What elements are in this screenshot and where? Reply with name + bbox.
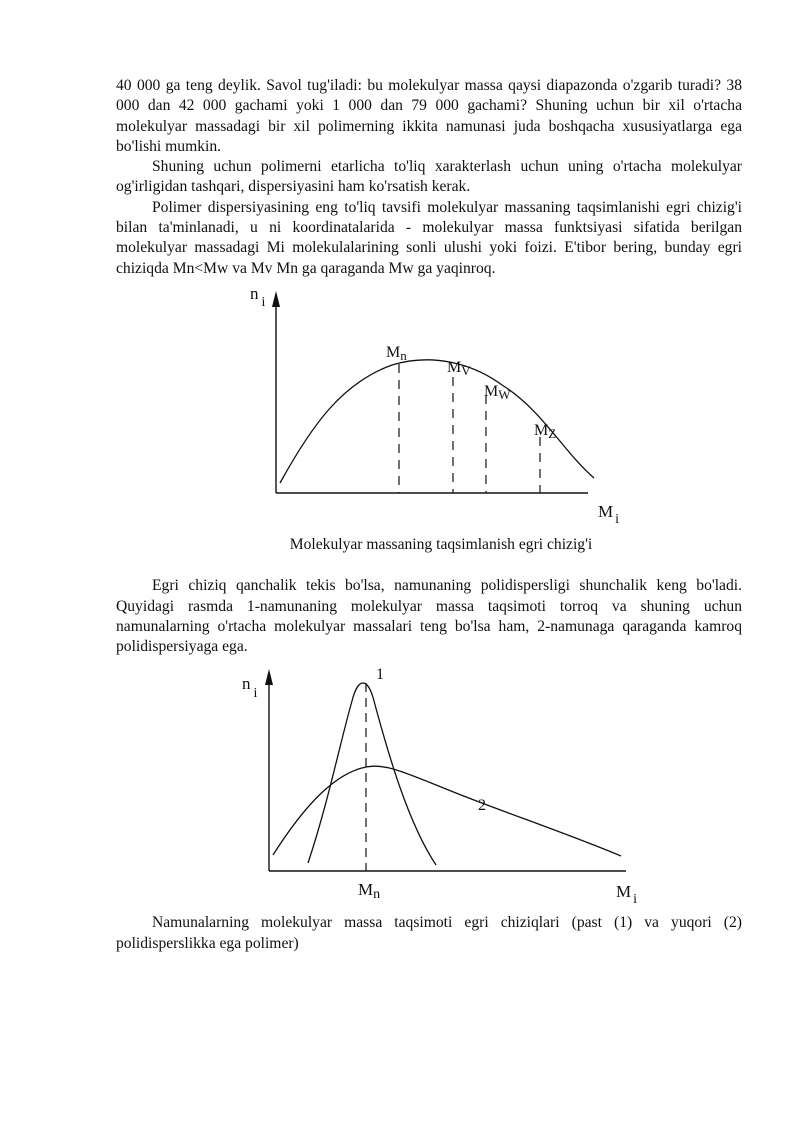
y-axis-label: $n_i$	[242, 674, 258, 702]
distribution-curve-chart	[242, 285, 622, 533]
figure-2-caption: Namunalarning molekulyar massa taqsimoti egri chiziqlari (past (1) va yuqori (2) polidisperslikka ega polimer)	[116, 914, 742, 952]
y-axis-arrow-icon	[272, 291, 280, 307]
figure-2	[116, 663, 742, 913]
curve-2-label: 2	[478, 797, 486, 815]
y-axis-arrow-icon	[265, 669, 273, 685]
mz-marker-label: MZ	[534, 421, 557, 441]
paragraph-1: 40 000 ga teng deylik. Savol tug'iladi: bu molekulyar massa qaysi diapazonda o'zgarib turadi? 38 000 dan 42 000 gachami yoki 1 000 dan 79 000 gachami? Shuning uchun bir xil o'rtacha molekulyar massadagi bir xil polimerning ikkita namunasi juda boshqacha xususiyatlarga ega bo'lishi mumkin.	[116, 77, 742, 155]
mn-marker-label: Mn	[358, 880, 381, 903]
mv-marker-label: MV	[447, 358, 471, 378]
x-axis-label: M $_i$	[616, 882, 638, 908]
comparison-curves-chart	[236, 663, 636, 913]
curve-1-narrow	[308, 683, 436, 865]
curve-2-broad	[273, 767, 621, 857]
figure-1	[116, 285, 742, 533]
mw-marker-label: MW	[484, 382, 511, 402]
spacer	[116, 555, 742, 576]
mn-marker-label: Mn	[386, 343, 407, 363]
document-page	[116, 76, 742, 954]
x-axis-label: M $_i$	[598, 501, 620, 527]
paragraph-2: Shuning uchun polimerni etarlicha to'liq xarakterlash uchun uning o'rtacha molekulyar og'irligidan tashqari, dispersiyasini ham ko'rsatish kerak.	[116, 158, 742, 196]
curve-1-label: 1	[376, 666, 384, 684]
paragraph-4: Egri chiziq qanchalik tekis bo'lsa, namunaning polidispersligi shunchalik keng bo'ladi. Quyidagi rasmda 1-namunaning molekulyar massa taqsimoti torroq va shuning uchun namunalarning o'rtacha molekulyar massalari teng bo'lsa ham, 2-namunaga qaraganda kamroq polidispersiyaga ega.	[116, 577, 742, 656]
figure-1-caption: Molekulyar massaning taqsimlanish egri chizig'i	[289, 535, 593, 553]
y-axis-label: n $_i$	[250, 283, 266, 310]
paragraph-3: Polimer dispersiyasining eng to'liq tavsifi molekulyar massaning taqsimlanishi egri chizig'i bilan ta'minlanadi, u ni koordinatalarida - molekulyar massa funktsiyasi sifatida berilgan molekulyar massadagi Mi molekulalarining sonli ulushi yoki foizi. E'tibor bering, bunday egri chiziqda Mn<Mw va Mv Mn ga qaraganda Mw ga yaqinroq.	[116, 198, 742, 277]
